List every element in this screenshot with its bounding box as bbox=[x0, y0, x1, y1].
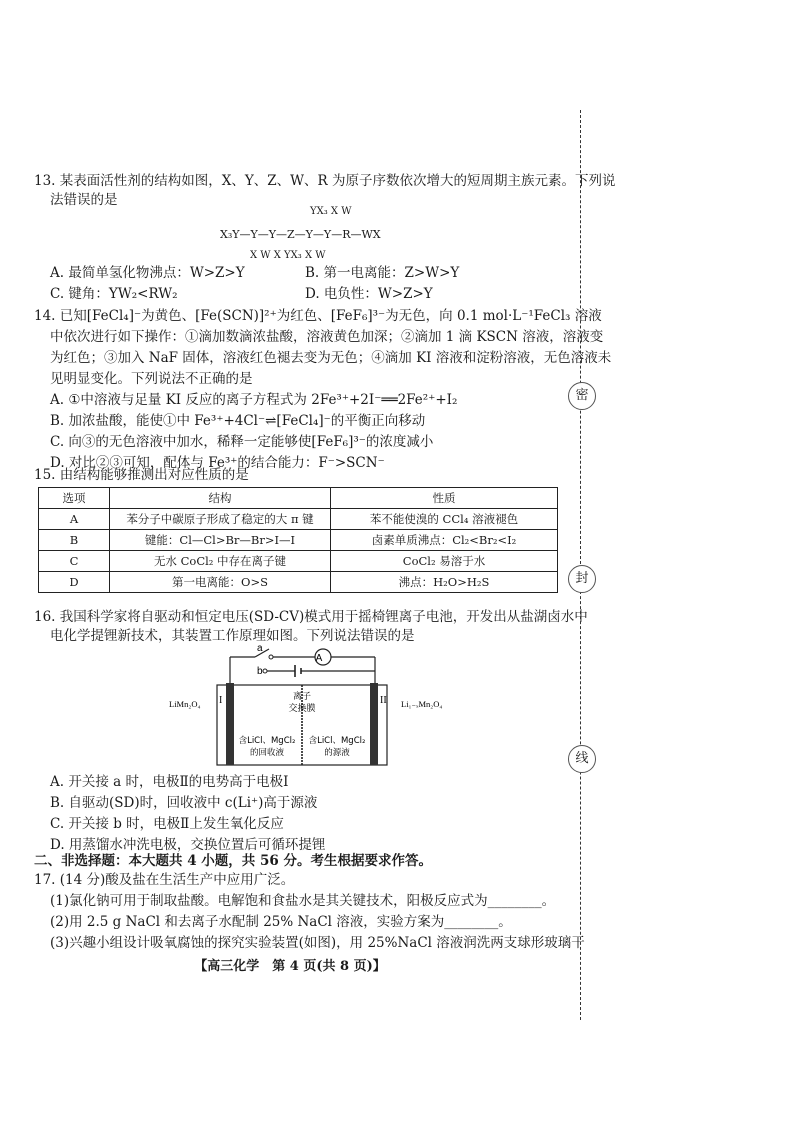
q13-option-c: C. 键角：YW₂<RW₂ bbox=[50, 286, 178, 302]
table-row bbox=[39, 572, 558, 593]
q15-stem: 15. 由结构能够推测出对应性质的是 bbox=[34, 467, 249, 483]
table-cell: 第一电离能：O>S bbox=[110, 572, 331, 593]
electrode-1-label: I bbox=[219, 695, 223, 706]
q16-option-c: C. 开关接 b 时，电极Ⅱ上发生氧化反应 bbox=[50, 816, 284, 832]
q14-stem-line1: 14. 已知[FeCl₄]⁻为黄色、[Fe(SCN)]²⁺为红色、[FeF₆]³⁻为无色，向 0.1 mol·L⁻¹FeCl₃ 溶液 bbox=[34, 308, 602, 324]
q13-option-b: B. 第一电离能：Z>W>Y bbox=[305, 265, 460, 281]
right-material-label: Li₁₋ₓMn₂O₄ bbox=[401, 699, 443, 709]
q14-stem-line4: 见明显变化。下列说法不正确的是 bbox=[50, 371, 253, 387]
margin-mark-xian: 线 bbox=[568, 745, 596, 773]
q14-option-d: D. 对比②③可知，配体与 Fe³⁺的结合能力：F⁻>SCN⁻ bbox=[50, 455, 385, 471]
q13-stem-line1: 13. 某表面活性剂的结构如图，X、Y、Z、W、R 为原子序数依次增大的短周期主族元素。下列说 bbox=[34, 173, 616, 189]
q13-stem-line2: 法错误的是 bbox=[50, 192, 118, 208]
table-cell: B bbox=[39, 530, 110, 551]
q13-option-d: D. 电负性：W>Z>Y bbox=[305, 286, 433, 302]
q13-option-a: A. 最简单氢化物沸点：W>Z>Y bbox=[50, 265, 245, 281]
structure-main-chain: X₃Y—Y—Y—Z—Y—Y—R—WX bbox=[220, 228, 381, 241]
table-header-cell: 结构 bbox=[110, 488, 331, 509]
electrode-II bbox=[370, 683, 378, 765]
membrane-label-2: 交换膜 bbox=[288, 704, 316, 714]
q14-stem-line2: 中依次进行如下操作：①滴加数滴浓盐酸，溶液黄色加深；②滴加 1 滴 KSCN 溶液，溶液变 bbox=[50, 329, 604, 345]
q14-stem-line3: 为红色；③加入 NaF 固体，溶液红色褪去变为无色；④滴加 KI 溶液和淀粉溶液，无色溶液未 bbox=[50, 350, 612, 366]
table-row bbox=[39, 530, 558, 551]
table-cell: CoCl₂ 易溶于水 bbox=[331, 551, 558, 572]
structure-top-row: YX₃ X W bbox=[310, 206, 352, 217]
electrochemical-cell-diagram bbox=[165, 645, 465, 770]
table-cell: 无水 CoCl₂ 中存在离子键 bbox=[110, 551, 331, 572]
membrane-label-1: 离子 bbox=[292, 692, 312, 702]
left-solution-label-2: 的回收液 bbox=[249, 748, 285, 758]
table-cell: 沸点：H₂O>H₂S bbox=[331, 572, 558, 593]
q14-option-c: C. 向③的无色溶液中加水，稀释一定能够使[FeF₆]³⁻的浓度减小 bbox=[50, 434, 434, 450]
right-solution-label-2: 的源液 bbox=[324, 748, 350, 758]
q16-option-d: D. 用蒸馏水冲洗电极，交换位置后可循环提锂 bbox=[50, 837, 326, 853]
margin-mark-mi: 密 bbox=[568, 382, 596, 410]
structure-bottom-row: X W X YX₃ X W bbox=[250, 250, 326, 261]
page-footer: 【高三化学 第 4 页(共 8 页)】 bbox=[194, 959, 386, 974]
electrode-I bbox=[226, 683, 234, 765]
q17-part-1: (1)氯化钠可用于制取盐酸。电解饱和食盐水是其关键技术，阳极反应式为________。 bbox=[50, 893, 556, 909]
q16-option-a: A. 开关接 a 时，电极Ⅱ的电势高于电极Ⅰ bbox=[50, 774, 289, 790]
table-row bbox=[39, 551, 558, 572]
q14-option-a: A. ①中溶液与足量 KI 反应的离子方程式为 2Fe³⁺+2I⁻══2Fe²⁺+I₂ bbox=[50, 392, 458, 408]
q16-stem-line2: 电化学提锂新技术，其装置工作原理如图。下列说法错误的是 bbox=[50, 628, 415, 644]
q15-table bbox=[38, 487, 558, 593]
table-cell: 苯不能使溴的 CCl₄ 溶液褪色 bbox=[331, 509, 558, 530]
table-cell: 键能：Cl—Cl>Br—Br>I—I bbox=[110, 530, 331, 551]
switch-a-label: a bbox=[257, 645, 263, 654]
table-cell: A bbox=[39, 509, 110, 530]
table-cell: C bbox=[39, 551, 110, 572]
q16-option-b: B. 自驱动(SD)时，回收液中 c(Li⁺)高于源液 bbox=[50, 795, 318, 811]
q17-stem: 17. (14 分)酸及盐在生活生产中应用广泛。 bbox=[34, 872, 295, 888]
table-cell: 卤素单质沸点：Cl₂<Br₂<I₂ bbox=[331, 530, 558, 551]
section-2-heading: 二、非选择题：本大题共 4 小题，共 56 分。考生根据要求作答。 bbox=[34, 853, 432, 869]
q17-part-2: (2)用 2.5 g NaCl 和去离子水配制 25% NaCl 溶液，实验方案为________。 bbox=[50, 914, 512, 930]
ammeter-label: A bbox=[315, 653, 323, 664]
table-header-row bbox=[39, 488, 558, 509]
table-row bbox=[39, 509, 558, 530]
left-material-label: LiMn₂O₄ bbox=[169, 699, 201, 709]
table-cell: D bbox=[39, 572, 110, 593]
table-cell: 苯分子中碳原子形成了稳定的大 π 键 bbox=[110, 509, 331, 530]
left-solution-label-1: 含LiCl、MgCl₂ bbox=[238, 736, 296, 746]
table-header-cell: 选项 bbox=[39, 488, 110, 509]
q14-option-b: B. 加浓盐酸，能使①中 Fe³⁺+4Cl⁻⇌[FeCl₄]⁻的平衡正向移动 bbox=[50, 413, 426, 429]
right-solution-label-1: 含LiCl、MgCl₂ bbox=[308, 736, 366, 746]
q17-part-3: (3)兴趣小组设计吸氧腐蚀的探究实验装置(如图)，用 25%NaCl 溶液润洗两支球形玻璃干 bbox=[50, 935, 585, 951]
electrode-2-label: II bbox=[380, 695, 387, 706]
q16-stem-line1: 16. 我国科学家将自驱动和恒定电压(SD-CV)模式用于摇椅锂离子电池，开发出从盐湖卤水中 bbox=[34, 609, 588, 625]
switch-b-label: b bbox=[257, 666, 263, 677]
table-header-cell: 性质 bbox=[331, 488, 558, 509]
margin-mark-feng: 封 bbox=[568, 565, 596, 593]
